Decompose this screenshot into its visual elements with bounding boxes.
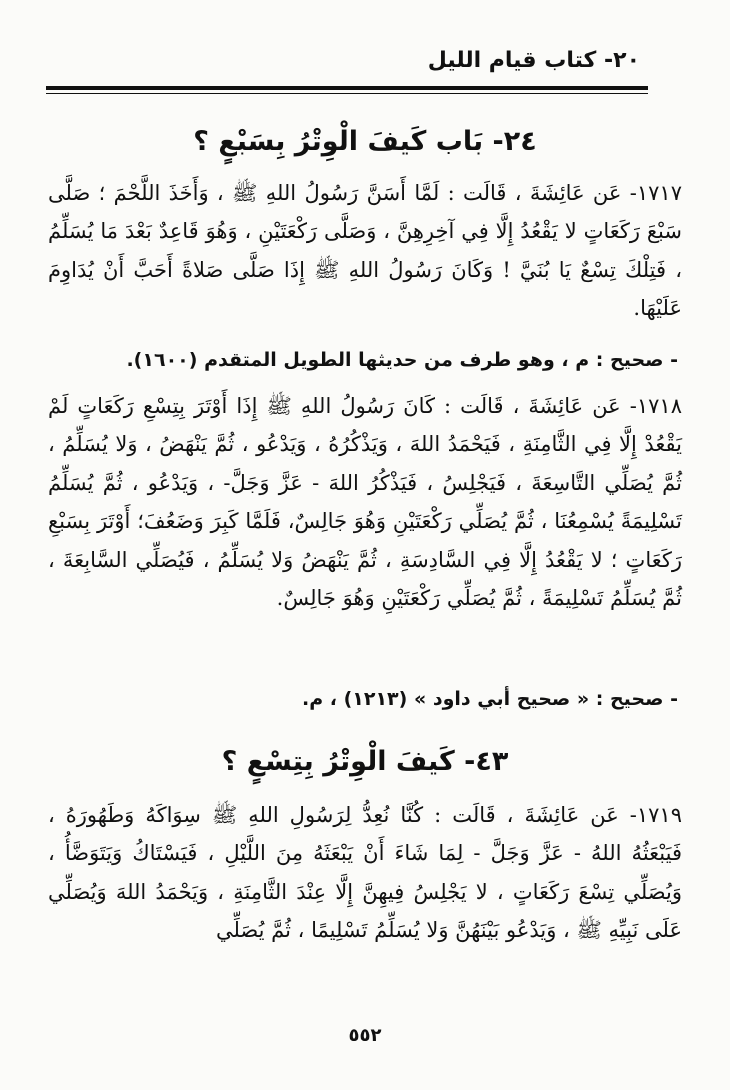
hadith-text: عَن عَائِشَةَ ، قَالَت : كَانَ رَسُولُ اللهِ ﷺ إِذَا أَوْتَرَ بِتِسْعِ رَكَعَاتٍ لَمْ يَقْعُدْ إِلَّا فِي الثَّامِنَةِ ، فَيَحْمَدُ اللهَ ، وَيَذْكُرُهُ ، وَيَدْعُو ، ثُمَّ يَنْهَضُ ، وَلا يُسَلِّمُ ، ثُمَّ يُصَلِّي التَّاسِعَةَ ، فَيَجْلِسُ ، فَيَذْكُرُ اللهَ - عَزَّ وَجَلَّ- ، وَيَدْعُو ، ثُمَّ يُسَلِّمُ تَسْلِيمَةً يُسْمِعُنَا ، ثُمَّ يُصَلِّي رَكْعَتَيْنِ وَهُوَ جَالِسٌ، فَلَمَّا كَبِرَ وَضَعُفَ؛ أَوْتَرَ بِسَبْعِ رَكَعَاتٍ ؛ لا يَقْعُدُ إِلَّا فِي السَّادِسَةِ ، ثُمَّ يَنْهَضُ وَلا يُسَلِّمُ ، فَيُصَلِّي السَّابِعَةَ ، ثُمَّ يُسَلِّمُ تَسْلِيمَةً ، ثُمَّ يُصَلِّي رَكْعَتَيْنِ وَهُوَ جَالِسٌ.	[48, 394, 682, 611]
page-number: ٥٥٢	[348, 1025, 382, 1046]
grading-1717: - صحيح : م ، وهو طرف من حديثها الطويل المتقدم (١٦٠٠).	[126, 349, 678, 371]
running-header-title: ٢٠- كتاب قيام الليل	[427, 48, 640, 73]
chapter-heading-43: ٤٣- كَيفَ الْوِتْرُ بِتِسْعٍ ؟	[221, 746, 509, 777]
header-rule-thick	[46, 86, 648, 90]
hadith-text: عَن عَائِشَةَ ، قَالَت : لَمَّا أَسَنَّ رَسُولُ اللهِ ﷺ ، وَأَخَذَ اللَّحْمَ ؛ صَلَّى سَبْعَ رَكَعَاتٍ لا يَقْعُدُ إِلَّا فِي آخِرِهِنَّ ، وَصَلَّى رَكْعَتَيْنِ ، وَهُوَ قَاعِدٌ بَعْدَ مَا يُسَلِّمُ ، فَتِلْكَ تِسْعٌ يَا بُنَيَّ ! وَكَانَ رَسُولُ اللهِ ﷺ إِذَا صَلَّى صَلاةً أَحَبَّ أَنْ يُدَاوِمَ عَلَيْهَا.	[48, 181, 682, 321]
hadith-number: ١٧١٨-	[629, 394, 682, 418]
grading-1718: - صحيح : « صحيح أبي داود » (١٢١٣) ، م.	[301, 688, 678, 710]
hadith-1717	[48, 174, 682, 328]
hadith-number: ١٧١٩-	[629, 803, 682, 827]
header-rule-thin	[46, 93, 648, 94]
hadith-1719	[48, 796, 682, 950]
hadith-1718	[48, 387, 682, 617]
chapter-heading-24: ٢٤- بَاب كَيفَ الْوِتْرُ بِسَبْعٍ ؟	[193, 126, 537, 157]
hadith-number: ١٧١٧-	[629, 181, 682, 205]
hadith-text: عَن عَائِشَةَ ، قَالَت : كُنَّا نُعِدُّ لِرَسُولِ اللهِ ﷺ سِوَاكَهُ وَطَهُورَهُ ، فَيَبْعَثُهُ اللهُ - عَزَّ وَجَلَّ - لِمَا شَاءَ أَنْ يَبْعَثَهُ مِنَ اللَّيْلِ ، فَيَسْتَاكُ وَيَتَوَضَّأُ ، وَيُصَلِّي تِسْعَ رَكَعَاتٍ ، لا يَجْلِسُ فِيهِنَّ إِلَّا عِنْدَ الثَّامِنَةِ ، وَيَحْمَدُ اللهَ وَيُصَلِّي عَلَى نَبِيِّهِ ﷺ ، وَيَدْعُو بَيْنَهُنَّ وَلا يُسَلِّمُ تَسْلِيمًا ، ثُمَّ يُصَلِّي	[48, 803, 682, 943]
